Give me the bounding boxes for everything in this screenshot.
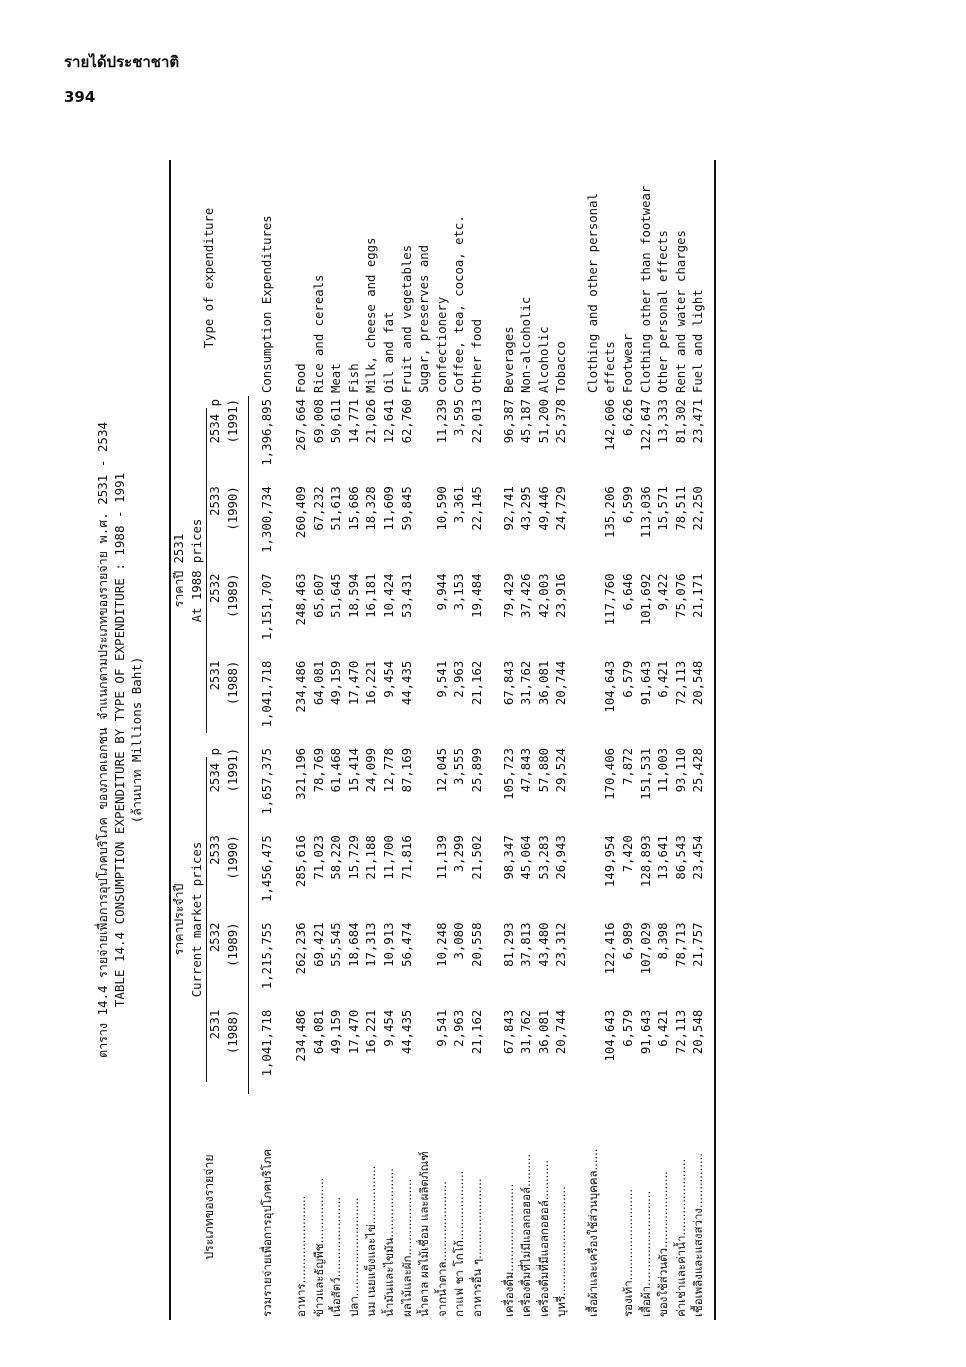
value-cell: 6,989 xyxy=(621,922,636,960)
value-cell: 234,486 xyxy=(293,1009,308,1062)
value-cell xyxy=(585,658,603,745)
value-cell: 98,347 xyxy=(501,835,516,880)
value-cell: 31,762 xyxy=(519,660,534,706)
value-cell: 1,041,718 xyxy=(260,1009,275,1077)
value-cell: 267,664 xyxy=(293,399,308,451)
page-header xyxy=(64,50,179,106)
value-cell: 10,913 xyxy=(381,922,396,967)
row-label-thai: รองเท้า......................... xyxy=(621,1188,636,1317)
value-cell: 78,713 xyxy=(673,922,688,967)
value-cell: 79,429 xyxy=(501,573,516,618)
year-header xyxy=(207,483,242,570)
value-cell: 11,003 xyxy=(656,748,671,793)
table-row xyxy=(434,160,452,1320)
value-cell: 36,081 xyxy=(536,1009,551,1055)
value-cell: 93,110 xyxy=(673,748,688,793)
value-cell xyxy=(585,1007,603,1094)
row-label-thai: เชื้อเพลิงและแสงสว่าง............... xyxy=(691,1153,706,1317)
year-header xyxy=(207,920,242,1007)
row-label-english: Other food xyxy=(469,318,484,393)
value-cell: 18,328 xyxy=(364,486,379,531)
value-cell: 51,645 xyxy=(329,573,344,618)
value-cell: 11,239 xyxy=(434,399,449,444)
value-cell: 248,463 xyxy=(293,573,308,626)
value-cell: 21,026 xyxy=(364,399,379,444)
table-row xyxy=(416,160,434,1320)
value-cell: 6,579 xyxy=(621,1009,636,1047)
table-row xyxy=(381,160,399,1320)
row-label-thai: ค่าเช่าและค่าน้ำ..................... xyxy=(673,1158,688,1317)
value-cell xyxy=(585,571,603,658)
row-label-english: Tobacco xyxy=(554,341,569,393)
row-label-english: effects xyxy=(603,341,618,393)
value-cell xyxy=(416,920,434,1007)
row-label-thai: น้ำมันและไขมัน................... xyxy=(381,1168,396,1317)
value-cell: 105,723 xyxy=(501,748,516,800)
row-label-thai: ของใช้ส่วนตัว..................... xyxy=(656,1171,671,1317)
value-cell: 262,236 xyxy=(293,922,308,975)
table-row xyxy=(501,160,519,1320)
value-cell: 24,099 xyxy=(364,748,379,793)
value-cell: 21,162 xyxy=(469,1009,484,1055)
table-row xyxy=(363,160,381,1320)
value-cell: 128,893 xyxy=(638,835,653,888)
col-header-thai: ประเภทของรายจ่าย xyxy=(202,1154,217,1260)
value-cell: 25,899 xyxy=(469,748,484,793)
constant-prices-eng: At 1988 prices xyxy=(189,408,208,734)
value-cell: 17,470 xyxy=(346,660,361,706)
value-cell: 1,657,375 xyxy=(260,748,275,815)
row-label-thai: ผลไม้และผัก..................... xyxy=(399,1178,414,1317)
rotated-table-block xyxy=(90,160,900,1320)
value-cell: 49,446 xyxy=(536,486,551,531)
value-cell: 11,700 xyxy=(381,835,396,880)
value-cell: 15,686 xyxy=(346,486,361,531)
value-cell: 64,081 xyxy=(311,1009,326,1055)
value-cell: 11,609 xyxy=(381,486,396,531)
value-cell: 21,502 xyxy=(469,835,484,880)
value-cell: 1,041,718 xyxy=(260,660,275,728)
value-cell: 6,421 xyxy=(656,660,671,698)
value-cell: 3,299 xyxy=(452,835,467,873)
value-cell xyxy=(585,396,603,483)
value-cell: 10,424 xyxy=(381,573,396,618)
value-cell: 55,545 xyxy=(329,922,344,967)
row-label-english: Clothing and other personal xyxy=(585,193,600,393)
value-cell: 19,484 xyxy=(469,573,484,618)
row-label-english: confectionery xyxy=(434,296,449,393)
table-row xyxy=(536,160,554,1320)
value-cell: 96,387 xyxy=(501,399,516,444)
value-cell: 7,420 xyxy=(621,835,636,873)
value-cell: 12,778 xyxy=(381,748,396,793)
value-cell: 43,295 xyxy=(519,486,534,531)
value-cell: 59,845 xyxy=(399,486,414,531)
value-cell: 21,162 xyxy=(469,660,484,706)
value-cell: 20,548 xyxy=(691,660,706,706)
value-cell: 1,300,734 xyxy=(260,486,275,553)
table-row xyxy=(469,160,487,1320)
value-cell: 3,153 xyxy=(452,573,467,611)
value-cell: 45,064 xyxy=(519,835,534,880)
value-cell: 101,692 xyxy=(638,573,653,626)
value-cell: 13,333 xyxy=(656,399,671,444)
row-label-english: Fuel and light xyxy=(691,289,706,393)
value-cell: 75,076 xyxy=(673,573,688,618)
table-row xyxy=(451,160,469,1320)
value-cell: 31,762 xyxy=(519,1009,534,1055)
year-header xyxy=(207,571,242,658)
value-cell: 10,248 xyxy=(434,922,449,967)
value-cell: 321,196 xyxy=(293,748,308,800)
row-label-english: Alcoholic xyxy=(536,326,551,393)
value-cell: 2,963 xyxy=(452,660,467,698)
value-cell: 25,428 xyxy=(691,748,706,793)
title-english: TABLE 14.4 CONSUMPTION EXPENDITURE BY TYPE OF EXPENDITURE : 1988 - 1991 xyxy=(112,472,127,1008)
current-prices-thai: ราคาประจำปี xyxy=(172,883,186,956)
constant-prices-thai: ราคาปี 2531 xyxy=(172,533,186,608)
value-cell: 51,200 xyxy=(536,399,551,444)
value-cell: 49,159 xyxy=(329,660,344,706)
value-cell: 122,416 xyxy=(603,922,618,975)
value-cell xyxy=(416,1007,434,1094)
value-cell: 78,769 xyxy=(311,748,326,793)
value-cell: 107,029 xyxy=(638,922,653,975)
value-cell: 117,760 xyxy=(603,573,618,626)
value-cell: 20,558 xyxy=(469,922,484,967)
running-header: รายได้ประชาชาติ xyxy=(64,53,180,71)
value-cell xyxy=(416,571,434,658)
value-cell xyxy=(585,745,603,832)
value-cell: 1,151,707 xyxy=(260,573,275,641)
value-cell: 2,963 xyxy=(452,1009,467,1047)
title-thai: ตาราง 14.4 รายจ่ายเพื่อการอุปโภคบริโภค ของภาคเอกชน จำแนกตามประเภทของรายจ่าย พ.ศ. 2531 - 2534 xyxy=(95,421,110,1059)
value-cell: 9,454 xyxy=(381,660,396,698)
year-header xyxy=(207,1007,242,1094)
value-cell: 104,643 xyxy=(603,660,618,713)
value-cell: 10,590 xyxy=(434,486,449,531)
value-cell xyxy=(416,483,434,570)
value-cell: 78,511 xyxy=(673,486,688,531)
value-cell: 24,729 xyxy=(554,486,569,531)
row-label-thai: จากน้ำตาล...................... xyxy=(434,1181,449,1317)
value-cell: 1,215,755 xyxy=(260,922,275,990)
row-label-thai: นม เนยแข็งและไข่................ xyxy=(364,1165,379,1317)
value-cell: 86,543 xyxy=(673,835,688,880)
value-cell: 21,188 xyxy=(364,835,379,880)
table-row xyxy=(293,160,311,1320)
value-cell: 72,113 xyxy=(673,660,688,706)
row-label-english: Rice and cereals xyxy=(311,274,326,393)
value-cell: 20,548 xyxy=(691,1009,706,1055)
value-cell: 22,013 xyxy=(469,399,484,444)
value-cell: 37,426 xyxy=(519,573,534,618)
value-cell: 15,571 xyxy=(656,486,671,531)
value-cell: 22,250 xyxy=(691,486,706,531)
value-cell: 1,456,475 xyxy=(260,835,275,902)
table-row xyxy=(638,160,656,1320)
value-cell: 6,626 xyxy=(621,399,636,437)
value-cell: 65,607 xyxy=(311,573,326,618)
table-row xyxy=(518,160,536,1320)
value-cell: 12,641 xyxy=(381,399,396,444)
row-label-english: Fish xyxy=(346,363,361,393)
row-label-thai: อาหารอื่น ๆ...................... xyxy=(469,1178,484,1317)
value-cell: 21,757 xyxy=(691,922,706,967)
row-label-english: Meat xyxy=(329,363,344,393)
value-cell: 45,187 xyxy=(519,399,534,444)
value-cell: 122,647 xyxy=(638,399,653,451)
table-row xyxy=(655,160,673,1320)
value-cell: 170,406 xyxy=(603,748,618,800)
value-cell: 72,113 xyxy=(673,1009,688,1055)
current-prices-eng: Current market prices xyxy=(189,757,208,1083)
value-cell: 67,843 xyxy=(501,1009,516,1055)
row-label-english: Coffee, tea, cocoa, etc. xyxy=(452,215,467,393)
value-cell: 9,422 xyxy=(656,573,671,611)
value-cell: 57,880 xyxy=(536,748,551,793)
value-cell: 12,045 xyxy=(434,748,449,793)
row-label-thai: เครื่องดื่ม........................ xyxy=(501,1183,516,1317)
row-label-english: Rent and water charges xyxy=(673,230,688,393)
value-cell: 42,003 xyxy=(536,573,551,618)
col-header-type: Type of expenditure xyxy=(202,207,217,349)
year-be: 2532 xyxy=(208,922,223,953)
value-cell: 49,159 xyxy=(329,1009,344,1055)
year-be: 2534 p xyxy=(208,399,223,444)
title-units: (ล้านบาท Millions Baht) xyxy=(129,656,144,824)
row-label-english: Beverages xyxy=(501,326,516,393)
value-cell: 62,760 xyxy=(399,399,414,444)
table-row xyxy=(399,160,417,1320)
row-label-thai: รวมรายจ่ายเพื่อการอุปโภคบริโภค xyxy=(260,1148,275,1317)
table-row xyxy=(690,160,715,1320)
value-cell: 22,145 xyxy=(469,486,484,531)
row-label-english: Footwear xyxy=(621,333,636,393)
year-header xyxy=(207,396,242,483)
row-label-english: Milk, cheese and eggs xyxy=(364,237,379,393)
value-cell: 11,139 xyxy=(434,835,449,880)
row-label-thai: เครื่องดื่มที่มีแอลกอฮอล์........... xyxy=(536,1160,551,1317)
value-cell: 44,435 xyxy=(399,1009,414,1055)
value-cell: 26,943 xyxy=(554,835,569,880)
value-cell: 142,606 xyxy=(603,399,618,451)
value-cell: 151,531 xyxy=(638,748,653,800)
row-label-thai: ข้าวและธัญพืช.................. xyxy=(311,1177,326,1317)
value-cell: 7,872 xyxy=(621,748,636,786)
value-cell: 16,221 xyxy=(364,1009,379,1055)
value-cell: 21,171 xyxy=(691,573,706,618)
year-ce: (1988) xyxy=(225,660,240,706)
row-label-thai: กาแฟ ชา โกโก้................... xyxy=(452,1170,467,1317)
value-cell: 67,843 xyxy=(501,660,516,706)
row-label-english: Clothing other than footwear xyxy=(638,185,653,393)
value-cell: 51,613 xyxy=(329,486,344,531)
value-cell: 23,916 xyxy=(554,573,569,618)
table-row xyxy=(346,160,364,1320)
value-cell: 25,378 xyxy=(554,399,569,444)
value-cell: 23,454 xyxy=(691,835,706,880)
value-cell: 91,643 xyxy=(638,1009,653,1055)
row-label-thai: เสื้อผ้าและเครื่องใช้ส่วนบุคคล...... xyxy=(585,1148,600,1317)
value-cell: 71,023 xyxy=(311,835,326,880)
group-header-current xyxy=(171,745,207,1094)
value-cell: 113,036 xyxy=(638,486,653,539)
row-label-thai: ปลา........................... xyxy=(346,1197,361,1317)
page-number: 394 xyxy=(64,88,96,106)
value-cell: 87,169 xyxy=(399,748,414,793)
value-cell: 15,729 xyxy=(346,835,361,880)
value-cell: 3,595 xyxy=(452,399,467,437)
table-row xyxy=(673,160,691,1320)
value-cell: 6,646 xyxy=(621,573,636,611)
table-row xyxy=(311,160,329,1320)
value-cell xyxy=(585,920,603,1007)
value-cell xyxy=(585,483,603,570)
value-cell: 8,398 xyxy=(656,922,671,960)
value-cell: 9,541 xyxy=(434,1009,449,1047)
row-label-thai: น้ำตาล ผลไม้เชื่อม และผลิตภัณฑ์ xyxy=(417,1151,432,1317)
value-cell: 9,454 xyxy=(381,1009,396,1047)
year-be: 2531 xyxy=(208,1009,223,1040)
value-cell: 3,080 xyxy=(452,922,467,960)
value-cell: 17,313 xyxy=(364,922,379,967)
value-cell: 149,954 xyxy=(603,835,618,888)
table-row xyxy=(620,160,638,1320)
value-cell: 1,396,895 xyxy=(260,399,275,466)
row-label-thai: เสื้อผ้า.......................... xyxy=(638,1190,653,1317)
value-cell: 20,744 xyxy=(554,660,569,706)
value-cell: 6,599 xyxy=(621,486,636,524)
value-cell: 64,081 xyxy=(311,660,326,706)
table-row xyxy=(328,160,346,1320)
year-be: 2532 xyxy=(208,573,223,604)
value-cell xyxy=(416,745,434,832)
value-cell: 67,232 xyxy=(311,486,326,531)
year-ce: (1989) xyxy=(225,573,240,618)
value-cell: 16,221 xyxy=(364,660,379,706)
year-header xyxy=(207,658,242,745)
year-be: 2533 xyxy=(208,835,223,865)
year-ce: (1988) xyxy=(225,1009,240,1055)
value-cell: 36,081 xyxy=(536,660,551,706)
value-cell: 6,421 xyxy=(656,1009,671,1047)
table-title xyxy=(94,160,145,1320)
row-label-thai: เนื้อสัตว์...................... xyxy=(329,1196,344,1317)
year-be: 2531 xyxy=(208,660,223,691)
row-label-english: Consumption Expenditures xyxy=(260,215,275,393)
value-cell: 91,643 xyxy=(638,660,653,706)
value-cell: 14,771 xyxy=(346,399,361,444)
value-cell: 44,435 xyxy=(399,660,414,706)
value-cell: 9,541 xyxy=(434,660,449,698)
table-row xyxy=(585,160,603,1320)
year-be: 2533 xyxy=(208,486,223,516)
value-cell: 53,283 xyxy=(536,835,551,880)
value-cell: 260,409 xyxy=(293,486,308,539)
year-header xyxy=(207,745,242,832)
value-cell: 135,206 xyxy=(603,486,618,539)
value-cell: 56,474 xyxy=(399,922,414,967)
group-header-constant xyxy=(171,396,207,745)
year-ce: (1989) xyxy=(225,922,240,967)
value-cell: 23,471 xyxy=(691,399,706,444)
year-ce: (1991) xyxy=(225,399,240,444)
year-header xyxy=(207,832,242,919)
value-cell: 15,414 xyxy=(346,748,361,793)
row-label-thai: อาหาร........................ xyxy=(293,1195,308,1317)
expenditure-table xyxy=(169,160,716,1320)
row-label-thai: บุหรี่.............................. xyxy=(554,1186,569,1317)
value-cell: 69,008 xyxy=(311,399,326,444)
row-label-thai: เครื่องดื่มที่ไม่มีแอลกอฮอล์......... xyxy=(519,1153,534,1317)
row-label-english: Other personal effects xyxy=(656,230,671,393)
value-cell: 58,220 xyxy=(329,835,344,880)
value-cell: 16,181 xyxy=(364,573,379,618)
value-cell xyxy=(416,658,434,745)
year-ce: (1990) xyxy=(225,835,240,880)
value-cell xyxy=(416,832,434,919)
value-cell xyxy=(585,832,603,919)
value-cell: 104,643 xyxy=(603,1009,618,1062)
row-label-english: Oil and fat xyxy=(381,311,396,393)
year-ce: (1990) xyxy=(225,486,240,531)
table-row xyxy=(249,160,293,1320)
value-cell: 81,293 xyxy=(501,922,516,967)
value-cell: 285,616 xyxy=(293,835,308,888)
value-cell: 6,579 xyxy=(621,660,636,698)
year-ce: (1991) xyxy=(225,748,240,793)
value-cell: 50,611 xyxy=(329,399,344,444)
row-label-english: Non-alcoholic xyxy=(519,296,534,393)
value-cell: 37,813 xyxy=(519,922,534,967)
value-cell: 9,944 xyxy=(434,573,449,611)
value-cell: 18,684 xyxy=(346,922,361,967)
value-cell: 23,312 xyxy=(554,922,569,967)
value-cell: 69,421 xyxy=(311,922,326,967)
value-cell: 43,480 xyxy=(536,922,551,967)
value-cell: 13,641 xyxy=(656,835,671,880)
value-cell: 61,468 xyxy=(329,748,344,793)
value-cell: 17,470 xyxy=(346,1009,361,1055)
value-cell: 3,555 xyxy=(452,748,467,786)
value-cell: 234,486 xyxy=(293,660,308,713)
value-cell: 29,524 xyxy=(554,748,569,793)
table-body xyxy=(249,160,715,1320)
value-cell: 53,431 xyxy=(399,573,414,618)
value-cell: 3,361 xyxy=(452,486,467,524)
row-label-english: Fruit and vegetables xyxy=(399,244,414,393)
value-cell: 71,816 xyxy=(399,835,414,880)
value-cell: 47,843 xyxy=(519,748,534,793)
value-cell: 92,741 xyxy=(501,486,516,531)
row-label-english: Food xyxy=(293,363,308,393)
table-row xyxy=(602,160,620,1320)
value-cell xyxy=(416,396,434,483)
year-be: 2534 p xyxy=(208,748,223,793)
row-label-english: Sugar, preserves and xyxy=(417,244,432,393)
value-cell: 18,594 xyxy=(346,573,361,618)
row-label-thai xyxy=(602,1094,620,1320)
value-cell: 20,744 xyxy=(554,1009,569,1055)
table-row xyxy=(553,160,571,1320)
value-cell: 81,302 xyxy=(673,399,688,444)
